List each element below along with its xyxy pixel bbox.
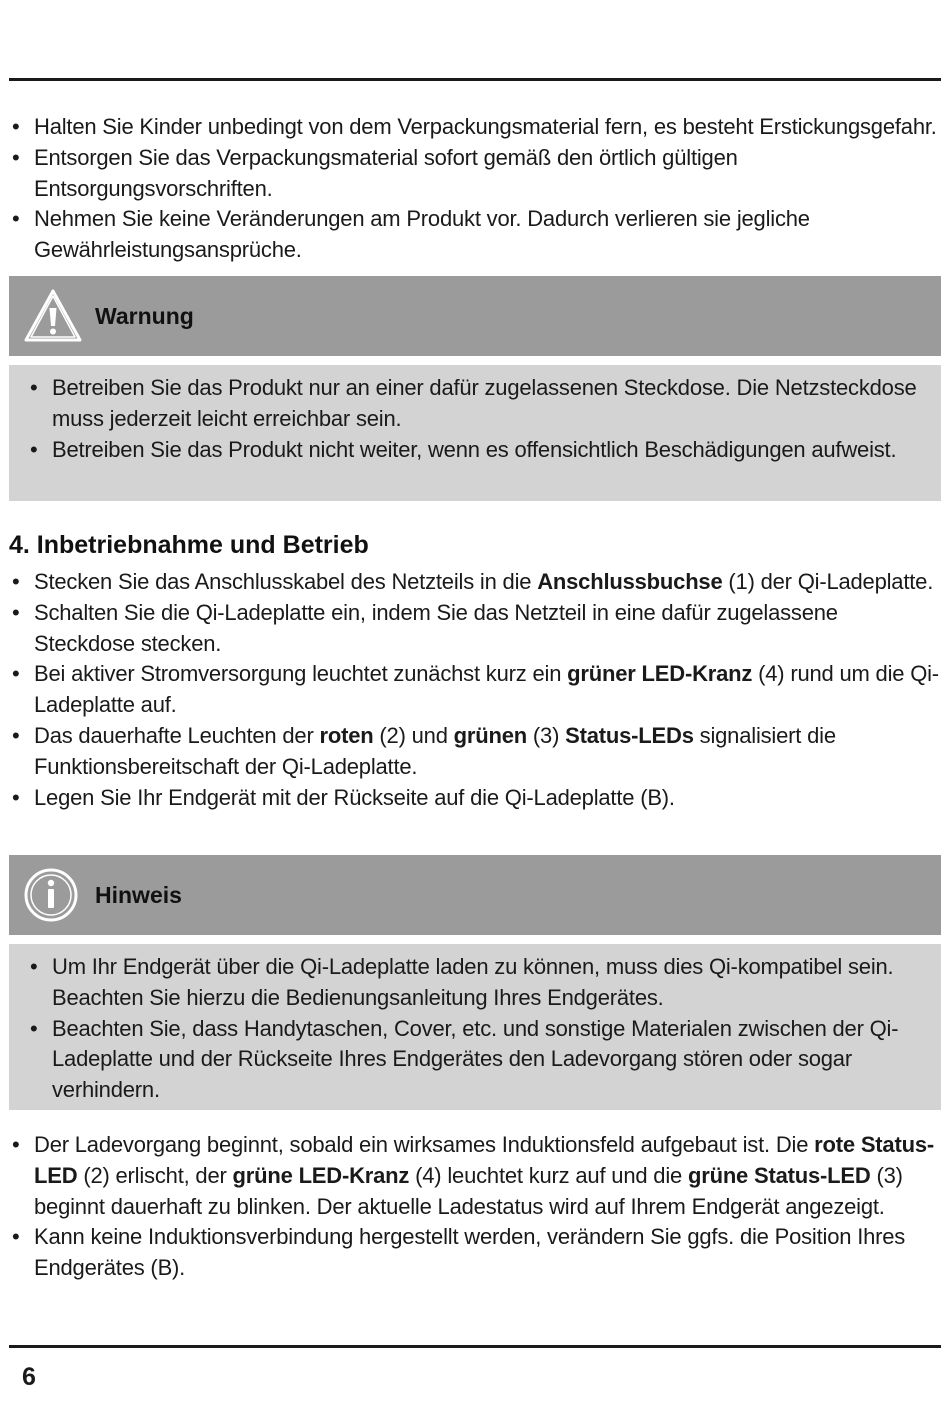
info-circle-icon bbox=[21, 867, 81, 923]
charging-bullet-list bbox=[9, 1130, 941, 1284]
intro-bullet-list bbox=[9, 112, 941, 266]
list-item: • Stecken Sie das Anschlusskabel des Netzteils in die Anschlussbuchse (1) der Qi-Ladeplatte. bbox=[9, 567, 941, 598]
list-item: • Betreiben Sie das Produkt nicht weiter, wenn es offensichtlich Beschädigungen aufweist. bbox=[27, 435, 931, 466]
list-item: • Schalten Sie die Qi-Ladeplatte ein, indem Sie das Netzteil in eine dafür zugelassene Steckdose stecken. bbox=[9, 598, 941, 660]
section-heading: 4. Inbetriebnahme und Betrieb bbox=[9, 531, 369, 559]
list-item: • Legen Sie Ihr Endgerät mit der Rückseite auf die Qi-Ladeplatte (B). bbox=[9, 783, 941, 814]
operation-bullet-list bbox=[9, 567, 941, 813]
list-item: • Kann keine Induktionsverbindung hergestellt werden, verändern Sie ggfs. die Position Ihres Endgerätes (B). bbox=[9, 1222, 941, 1284]
list-item: • Nehmen Sie keine Veränderungen am Produkt vor. Dadurch verlieren sie jegliche Gewährleistungsansprüche. bbox=[9, 204, 941, 266]
warning-callout-header bbox=[9, 276, 941, 356]
warning-triangle-icon bbox=[23, 288, 83, 344]
list-item: • Betreiben Sie das Produkt nur an einer dafür zugelassenen Steckdose. Die Netzsteckdose muss jederzeit leicht erreichbar sein. bbox=[27, 373, 931, 435]
top-rule bbox=[9, 78, 941, 81]
bottom-rule bbox=[9, 1345, 941, 1348]
list-item: • Der Ladevorgang beginnt, sobald ein wirksames Induktionsfeld aufgebaut ist. Die rote Status-LED (2) erlischt, der grüne LED-Kranz (4) leuchtet kurz auf und die grüne Status-LED (3) beginnt dauerhaft zu blinken. Der aktuelle Ladestatus wird auf Ihrem Endgerät angezeigt. bbox=[9, 1130, 941, 1222]
note-title: Hinweis bbox=[95, 882, 182, 908]
list-item: • Bei aktiver Stromversorgung leuchtet zunächst kurz ein grüner LED-Kranz (4) rund um die Qi-Ladeplatte auf. bbox=[9, 659, 941, 721]
list-item: • Halten Sie Kinder unbedingt von dem Verpackungsmaterial fern, es besteht Erstickungsgefahr. bbox=[9, 112, 941, 143]
warning-title: Warnung bbox=[95, 303, 194, 329]
note-callout-body bbox=[9, 944, 941, 1110]
note-callout-header bbox=[9, 855, 941, 935]
page-number: 6 bbox=[22, 1363, 36, 1391]
list-item: • Entsorgen Sie das Verpackungsmaterial sofort gemäß den örtlich gültigen Entsorgungsvorschriften. bbox=[9, 143, 941, 205]
warning-callout-body bbox=[9, 365, 941, 501]
list-item: • Beachten Sie, dass Handytaschen, Cover, etc. und sonstige Materialen zwischen der Qi-Ladeplatte und der Rückseite Ihres Endgerätes den Ladevorgang stören oder sogar verhindern. bbox=[27, 1014, 931, 1106]
list-item: • Das dauerhafte Leuchten der roten (2) und grünen (3) Status-LEDs signalisiert die Funktionsbereitschaft der Qi-Ladeplatte. bbox=[9, 721, 941, 783]
list-item: • Um Ihr Endgerät über die Qi-Ladeplatte laden zu können, muss dies Qi-kompatibel sein. Beachten Sie hierzu die Bedienungsanleitung Ihres Endgerätes. bbox=[27, 952, 931, 1014]
